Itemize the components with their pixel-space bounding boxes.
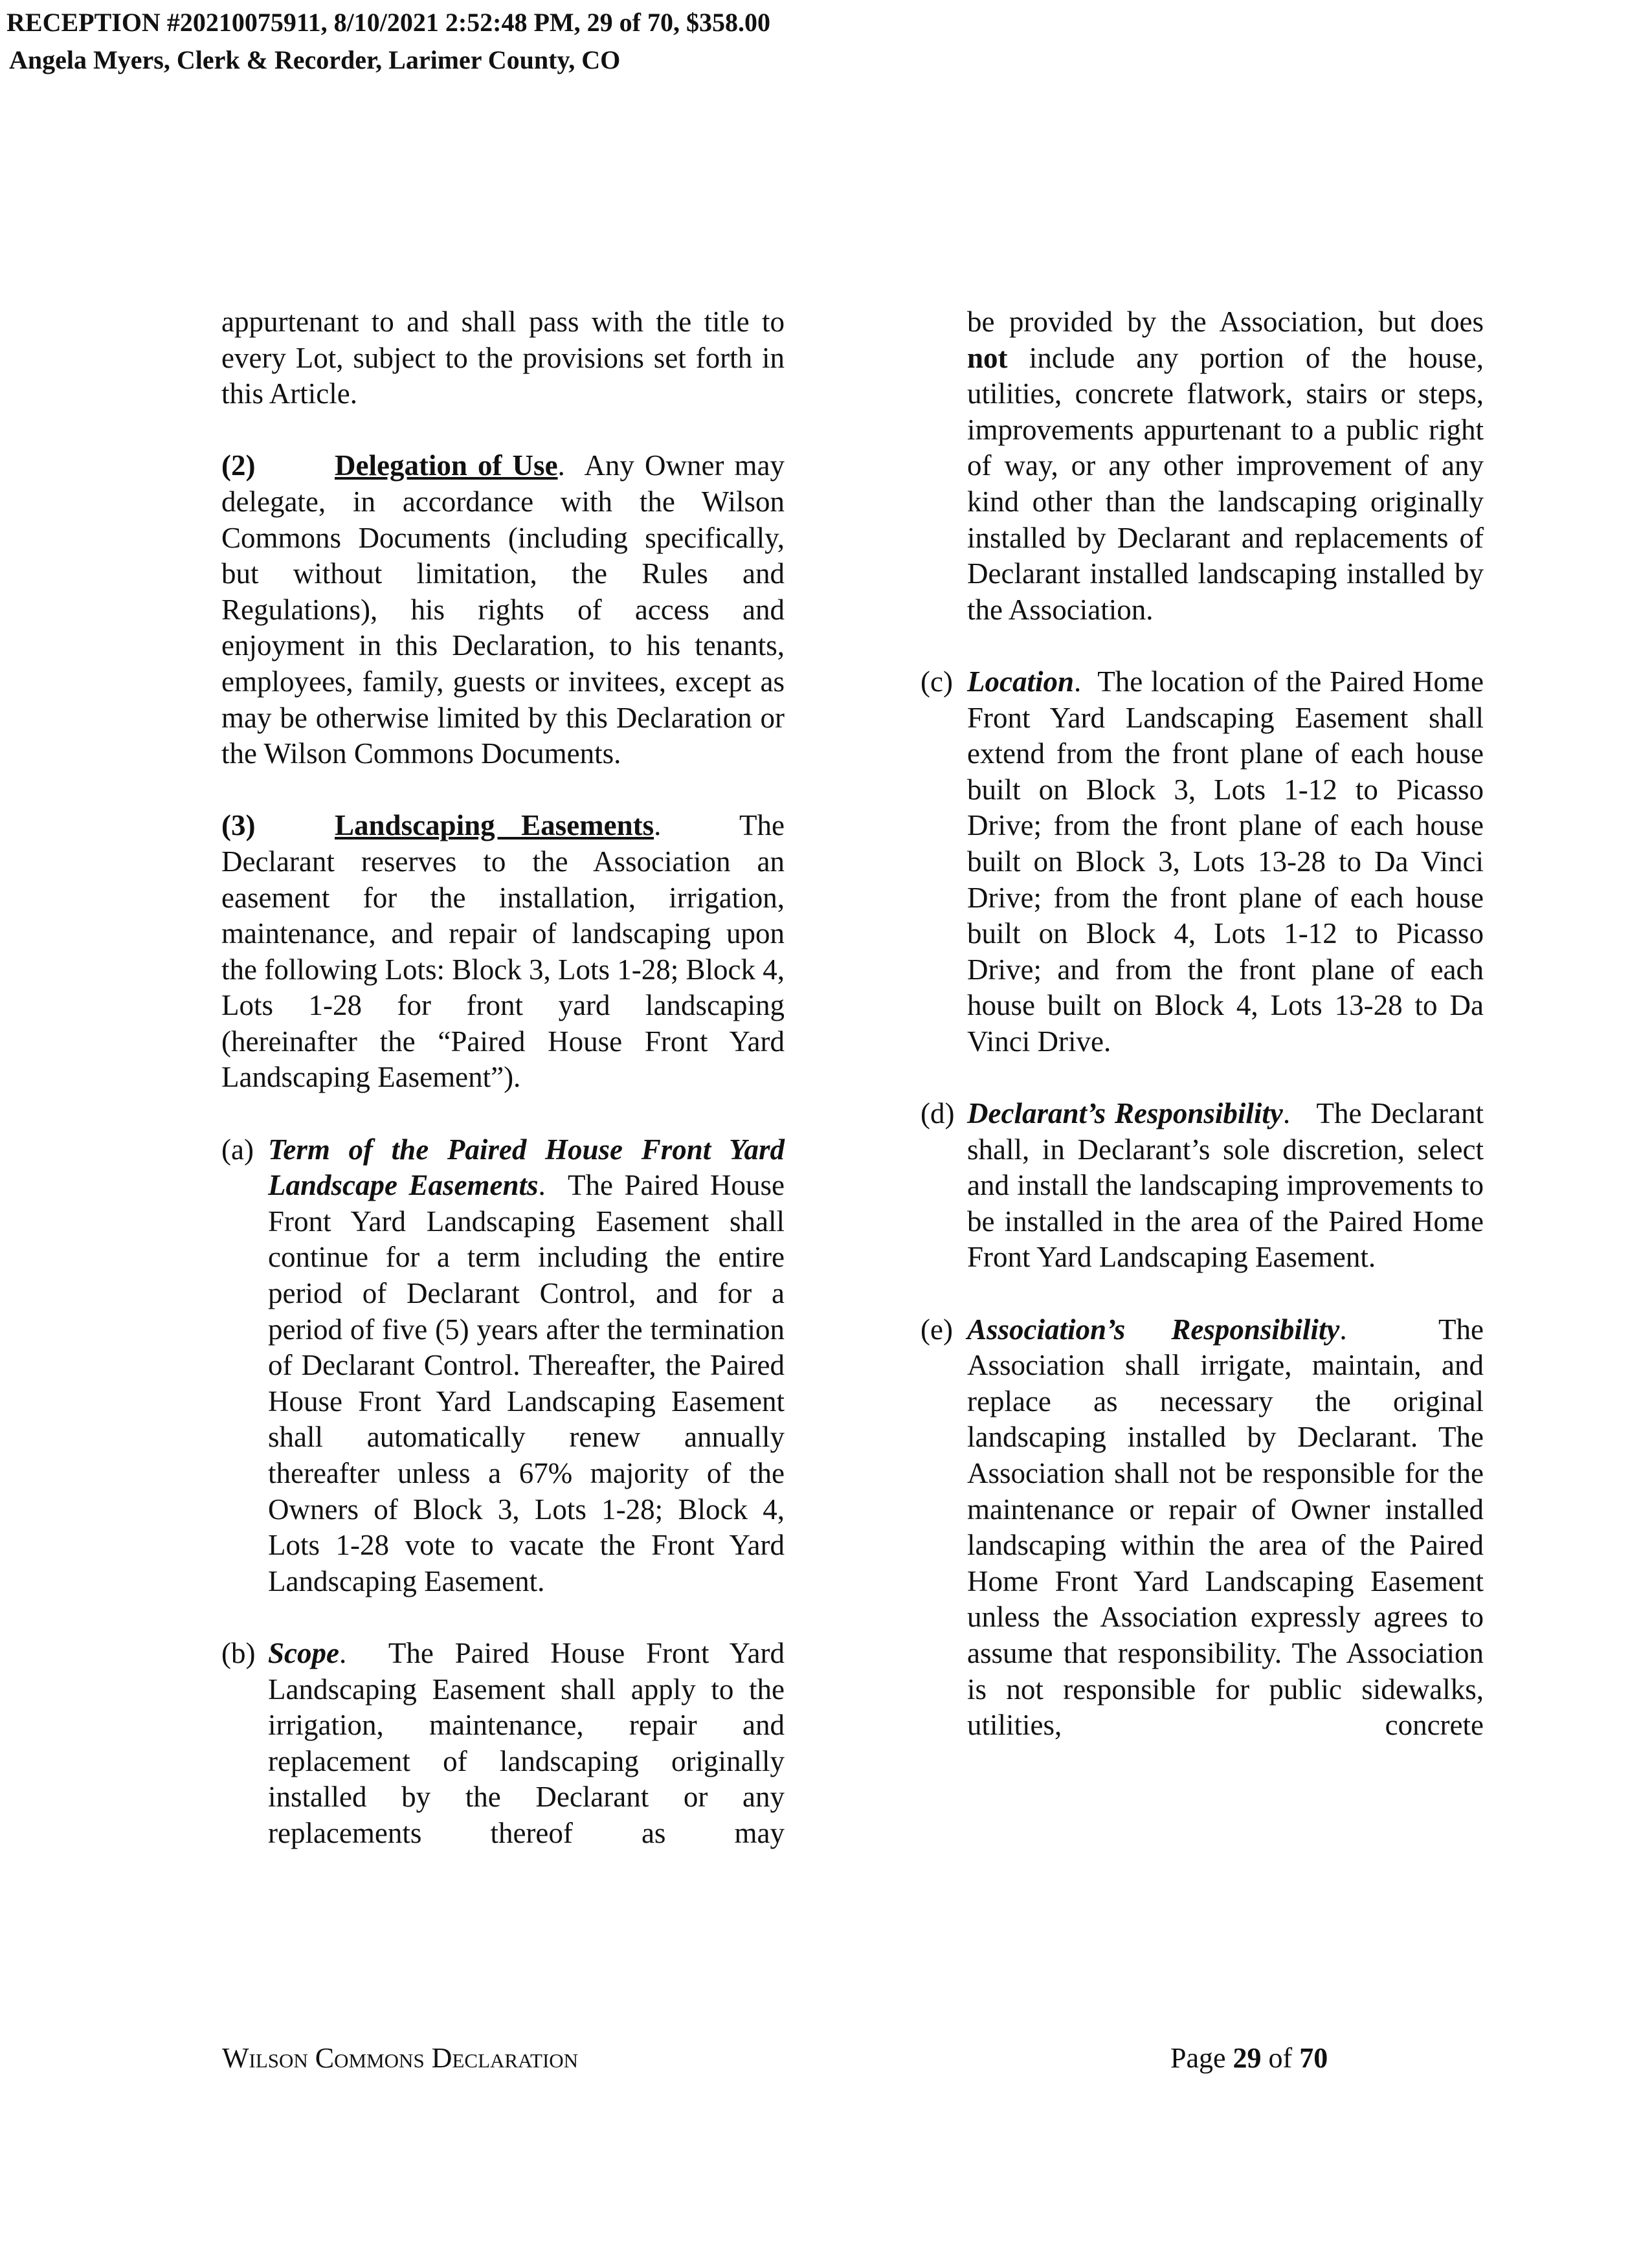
- section-3-number: (3): [221, 809, 256, 842]
- item-c-label: (c): [921, 665, 953, 698]
- item-c-body: Location. The location of the Paired Home Front Yard Landscaping Easement shall extend from the front plane of each house built on Block 3, Lots 1-12 to Picasso Drive; from the front plane of each house built on Block 3, Lots 13-28 to Da Vinci Drive; from the front plane of each house built on Block 4, Lots 1-12 to Picasso Drive; and from the front plane of each house built on Block 4, Lots 13-28 to Da Vinci Drive.: [967, 665, 1484, 1058]
- item-c-text: The location of the Paired Home Front Yard Landscaping Easement shall extend from the front plane of each house built on Block 3, Lots 1-12 to Picasso Drive; from the front plane of each house built on Block 3, Lots 13-28 to Da Vinci Drive; from the front plane of each house built on Block 4, Lots 1-12 to Picasso Drive; and from the front plane of each house built on Block 4, Lots 13-28 to Da Vinci Drive.: [967, 665, 1484, 1058]
- intro-text: appurtenant to and shall pass with the title to every Lot, subject to the provisions set forth in this Article.: [221, 306, 785, 410]
- section-2-number: (2): [221, 449, 256, 482]
- footer-page-current: 29: [1233, 2042, 1262, 2074]
- item-a-heading: Term of the Paired House Front Yard Landscape Easements: [268, 1133, 785, 1202]
- item-b-continued-indent: [921, 304, 967, 628]
- item-a-body: Term of the Paired House Front Yard Landscape Easements. The Paired House Front Yard Landscaping Easement shall continue for a term including the entire period of Declarant Control, and for a period of five (5) years after the termination of Declarant Control. Thereafter, the Paired House Front Yard Landscaping Easement shall automatically renew annually thereafter unless a 67% majority of the Owners of Block 3, Lots 1-28; Block 4, Lots 1-28 vote to vacate the Front Yard Landscaping Easement.: [268, 1133, 785, 1597]
- item-c-heading: Location: [967, 665, 1074, 698]
- item-b-cont-bold-word: not: [967, 341, 1008, 374]
- item-b-continued-body: [967, 304, 1484, 628]
- footer-page-prefix: Page: [1170, 2042, 1226, 2074]
- item-a-text: The Paired House Front Yard Landscaping Easement shall continue for a term including the entire period of Declarant Control, and for a period of five (5) years after the termination of Declarant Control. Thereafter, the Paired House Front Yard Landscaping Easement shall automatically renew annually thereafter unless a 67% majority of the Owners of Block 3, Lots 1-28; Block 4, Lots 1-28 vote to vacate the Front Yard Landscaping Easement.: [268, 1169, 785, 1597]
- item-b-heading: Scope: [268, 1636, 339, 1669]
- item-d: [921, 1096, 1484, 1276]
- item-d-body: Declarant’s Responsibility. The Declarant shall, in Declarant’s sole discretion, select and install the landscaping improvements to be installed in the area of the Paired Home Front Yard Landscaping Easement.: [967, 1097, 1484, 1274]
- footer-page-of: of: [1268, 2042, 1293, 2074]
- section-2-paragraph: (2) Delegation of Use. Any Owner may delegate, in accordance with the Wilson Commons Documents (including specifically, but without limitation, the Rules and Regulations), his rights of access and enjoyment in this Declaration, to his tenants, employees, family, guests or invitees, except as may be otherwise limited by this Declaration or the Wilson Commons Documents.: [221, 449, 785, 770]
- section-2-text: Any Owner may delegate, in accordance with the Wilson Commons Documents (including specifically, but without limitation, the Rules and Regulations), his rights of access and enjoyment in this Declaration, to his tenants, employees, family, guests or invitees, except as may be otherwise limited by this Declaration or the Wilson Commons Documents.: [221, 449, 785, 770]
- item-d-heading: Declarant’s Responsibility: [967, 1097, 1283, 1130]
- item-a-label: (a): [221, 1133, 254, 1166]
- item-e-heading: Association’s Responsibility: [967, 1313, 1340, 1346]
- intro-paragraph: [221, 304, 785, 412]
- item-b-text: The Paired House Front Yard Landscaping Easement shall apply to the irrigation, maintenance, repair and replacement of landscaping originally installed by the Declarant or any replacements thereof as may: [268, 1636, 785, 1849]
- item-b-continued: [921, 304, 1484, 628]
- item-d-label: (d): [921, 1097, 955, 1130]
- recording-stamp: [6, 4, 770, 79]
- item-e: [921, 1312, 1484, 1744]
- item-b: [221, 1636, 785, 1852]
- item-b-cont-text-before: be provided by the Association, but does: [967, 306, 1484, 338]
- recording-stamp-line1: RECEPTION #20210075911, 8/10/2021 2:52:48 PM, 29 of 70, $358.00: [6, 8, 770, 37]
- item-e-text: The Association shall irrigate, maintain, and replace as necessary the original landscaping installed by Declarant. The Association shall not be responsible for the maintenance or repair of Owner installed landscaping within the area of the Paired Home Front Yard Landscaping Easement unless the Association expressly agrees to assume that responsibility. The Association is not responsible for public sidewalks, utilities, concrete: [967, 1313, 1484, 1742]
- recording-stamp-line2: Angela Myers, Clerk & Recorder, Larimer County, CO: [9, 45, 621, 74]
- footer-page-number: [1170, 2040, 1328, 2076]
- section-3-paragraph: (3) Landscaping Easements. The Declarant reserves to the Association an easement for the installation, irrigation, maintenance, and repair of landscaping upon the following Lots: Block 3, Lots 1-28; Block 4, Lots 1-28 for front yard landscaping (hereinafter the “Paired House Front Yard Landscaping Easement”).: [221, 809, 785, 1094]
- item-e-label: (e): [921, 1313, 953, 1346]
- footer-page-total: 70: [1299, 2042, 1328, 2074]
- section-3-heading: Landscaping Easements: [335, 809, 654, 842]
- section-3-text: The Declarant reserves to the Association an easement for the installation, irrigation, maintenance, and repair of landscaping upon the following Lots: Block 3, Lots 1-28; Block 4, Lots 1-28 for front yard landscaping (hereinafter the “Paired House Front Yard Landscaping Easement”).: [221, 809, 785, 1094]
- item-d-text: The Declarant shall, in Declarant’s sole discretion, select and install the landscaping improvements to be installed in the area of the Paired Home Front Yard Landscaping Easement.: [967, 1097, 1484, 1274]
- item-b-cont-text-after: include any portion of the house, utilities, concrete flatwork, stairs or steps, improvements appurtenant to a public right of way, or any other improvement of any kind other than the landscaping originally installed by Declarant and replacements of Declarant installed landscaping installed by the Association.: [967, 341, 1484, 626]
- right-column: [921, 304, 1484, 1779]
- item-e-body: Association’s Responsibility. The Association shall irrigate, maintain, and replace as necessary the original landscaping installed by Declarant. The Association shall not be responsible for the maintenance or repair of Owner installed landscaping within the area of the Paired Home Front Yard Landscaping Easement unless the Association expressly agrees to assume that responsibility. The Association is not responsible for public sidewalks, utilities, concrete: [967, 1313, 1484, 1742]
- item-b-label: (b): [221, 1636, 256, 1669]
- left-column: [221, 304, 785, 1887]
- section-2-heading: Delegation of Use: [335, 449, 558, 482]
- item-b-body: Scope. The Paired House Front Yard Landscaping Easement shall apply to the irrigation, maintenance, repair and replacement of landscaping originally installed by the Declarant or any replacements thereof as may: [268, 1636, 785, 1849]
- item-c: [921, 664, 1484, 1060]
- item-a: [221, 1132, 785, 1600]
- footer-document-title: Wilson Commons Declaration: [222, 2042, 579, 2074]
